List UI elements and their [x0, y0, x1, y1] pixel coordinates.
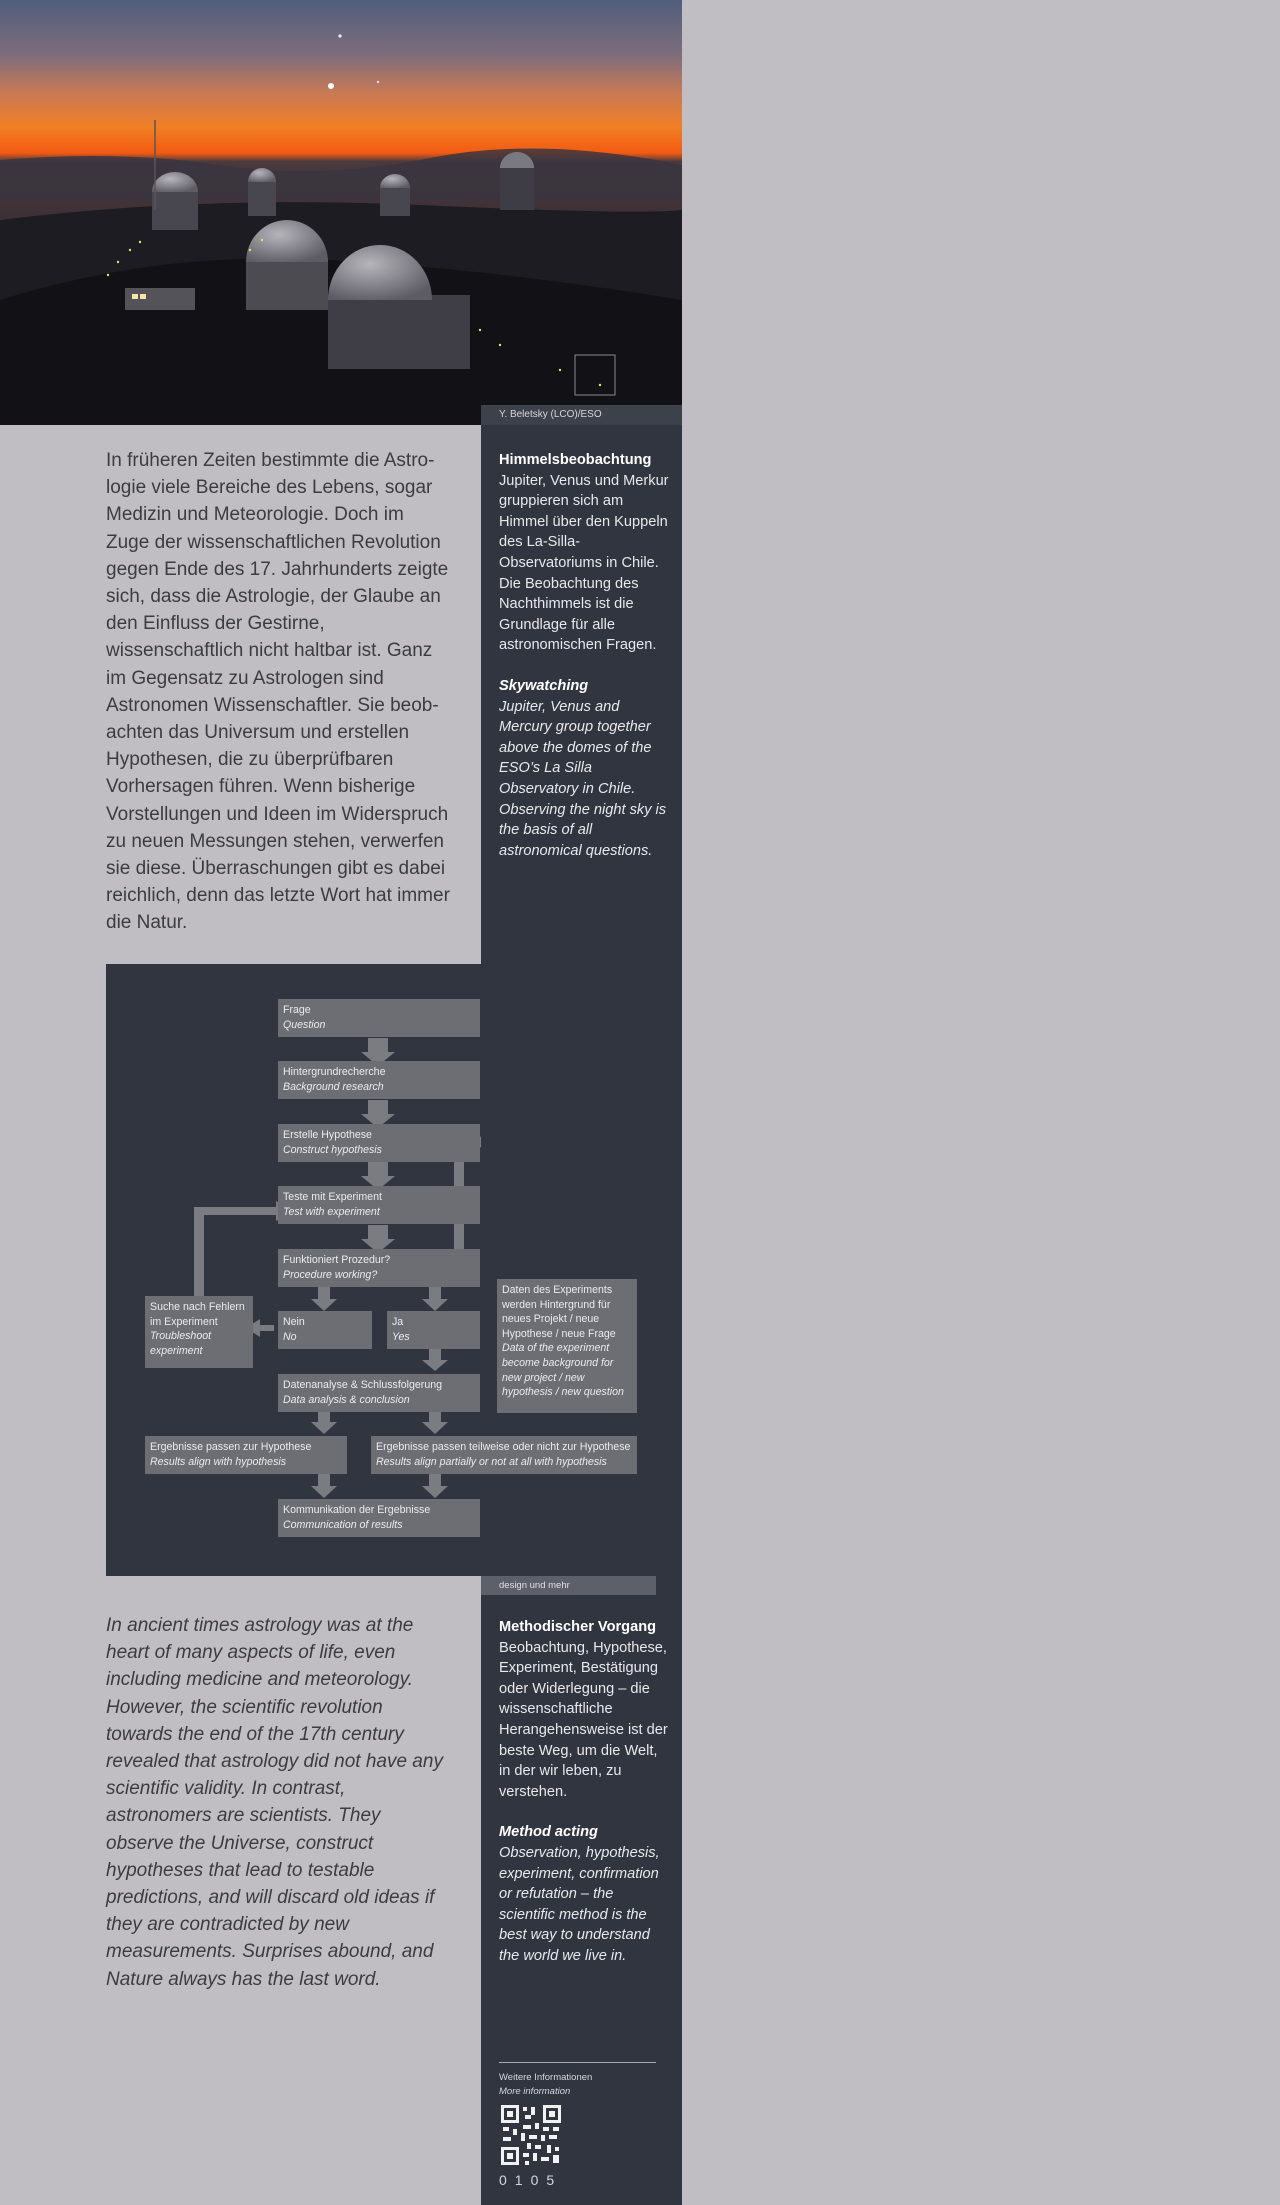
observatory-photo [0, 0, 682, 425]
design-credit: design und mehr [481, 1576, 656, 1595]
flow-procedure: Funktioniert Prozedur? Procedure working? [278, 1249, 480, 1287]
caption-title-de: Himmelsbeobachtung [499, 452, 652, 468]
flow-results-partial: Ergebnisse passen teilweise oder nicht zur Hypothese Results align partially or not at all with hypothesis [371, 1436, 637, 1474]
flow-no: Nein No [278, 1311, 372, 1349]
flow-test: Teste mit Experiment Test with experiment [278, 1186, 480, 1224]
flow-troubleshoot: Suche nach Fehlern im Experiment Troubleshoot experiment [145, 1296, 253, 1368]
flow-hypothesis: Erstelle Hypothese Construct hypothesis [278, 1124, 480, 1162]
method-title-en: Method acting [499, 1824, 598, 1841]
flow-new-data: Daten des Experiments werden Hintergrund für neues Projekt / neue Hypothese / neue Frage Data of the experiment become background for new project / new hypothesis / new question [497, 1279, 637, 1413]
flow-analysis: Datenanalyse & Schlussfolgerung Data analysis & conclusion [278, 1374, 480, 1412]
more-info-de: Weitere Informationen [499, 2072, 593, 2083]
caption-method [499, 1617, 669, 1967]
caption-text-de: Jupiter, Venus und Merkur gruppieren sich am Himmel über den Kuppeln des La-Silla-Observatoriums in Chile. Die Beobachtung des Nachthimmels ist die Grundlage für alle astronomischen Fragen. [499, 472, 669, 654]
more-information [499, 2062, 656, 2099]
german-text: In früheren Zeiten bestimmte die Astrologie viele Bereiche des Lebens, sogar Medizin und Meteorologie. Doch im Zuge der wissenschaftlichen Revolution gegen Ende des 17. Jahrhunderts zeigte sich, dass die Astrologie, der Glaube an den Einfluss der Gestirne, wissenschaftlich nicht haltbar ist. Ganz im Gegensatz zu Astrologen sind Astronomen Wissenschaftler. Sie beobachten das Universum und erstellen Hypothesen, die zu überprüfbaren Vorhersagen führen. Wenn bisherige Vorstellungen und Ideen im Widerspruch zu neuen Messungen stehen, verwerfen sie diese. Überraschungen gibt es dabei reichlich, denn das letzte Wort hat immer die Natur. [106, 450, 450, 934]
flow-yes: Ja Yes [387, 1311, 480, 1349]
flow-question: Frage Question [278, 999, 480, 1037]
flow-background: Hintergrundrecherche Background research [278, 1061, 480, 1099]
more-info-en: More information [499, 2086, 571, 2097]
caption-skywatching [499, 450, 669, 861]
qr-code-icon[interactable] [499, 2103, 563, 2167]
flow-communication: Kommunikation der Ergebnisse Communication of results [278, 1499, 480, 1537]
method-text-en: Observation, hypothesis, experiment, confirmation or refutation – the scientific method is the best way to understand the world we live in. [499, 1844, 660, 1964]
scientific-method-flowchart [106, 964, 631, 1576]
english-text: In ancient times astrology was at the heart of many aspects of life, even including medicine and meteorology. However, the scientific revolution towards the end of the 17th century revealed that astrology did not have any scientific validity. In contrast, astronomers are scientists. They observe the Universe, construct hypotheses that lead to testable predictions, and will discard old ideas if they are contradicted by new measurements. Surprises abound, and Nature always has the last word. [106, 1615, 443, 1990]
caption-title-en: Skywatching [499, 677, 589, 694]
caption-text-en: Jupiter, Venus and Mercury group together above the domes of the ESO’s La Silla Observatory in Chile. Observing the night sky is the basis of all astronomical questions. [499, 698, 667, 859]
photo-credit: Y. Beletsky (LCO)/ESO [481, 405, 682, 425]
exhibit-code: 0105 [499, 2172, 563, 2188]
flow-results-align: Ergebnisse passen zur Hypothese Results align with hypothesis [145, 1436, 347, 1474]
method-title-de: Methodischer Vorgang [499, 1619, 657, 1635]
method-text-de: Beobachtung, Hypothese, Experiment, Bestätigung oder Widerlegung – die wissenschaftliche Herangehensweise ist der beste Weg, um die Welt, in der wir leben, zu verstehen. [499, 1639, 668, 1800]
